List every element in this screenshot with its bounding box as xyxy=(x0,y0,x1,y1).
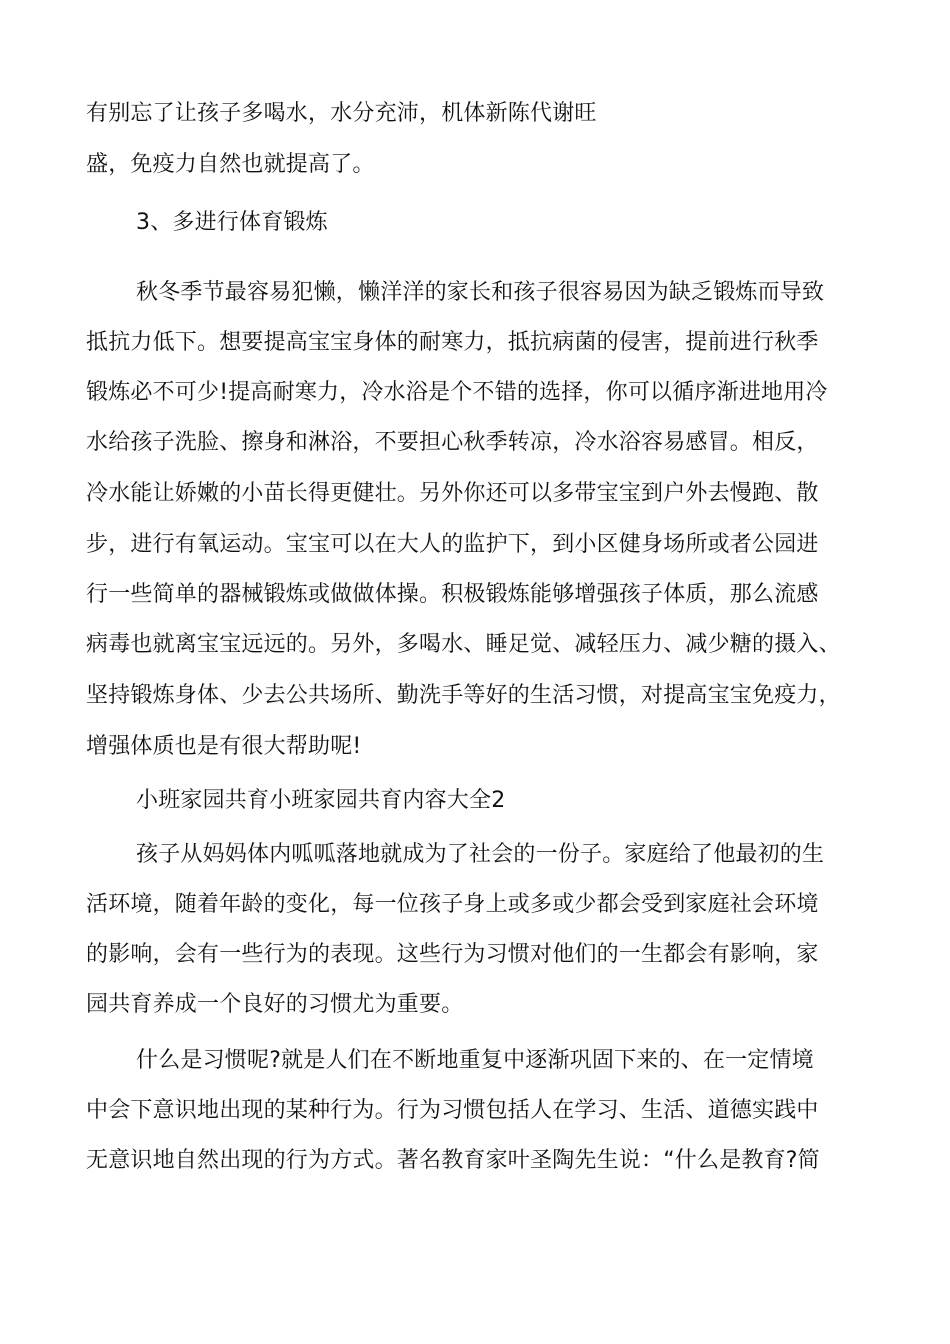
paragraph-line: 中会下意识地出现的某种行为。行为习惯包括人在学习、生活、道德实践中 xyxy=(86,1098,819,1123)
paragraph-line: 秋冬季节最容易犯懒，懒洋洋的家长和孩子很容易因为缺乏锻炼而导致 xyxy=(136,280,825,305)
paragraph-line: 活环境，随着年龄的变化，每一位孩子身上或多或少都会受到家庭社会环境 xyxy=(86,892,819,917)
paragraph-line: 盛，免疫力自然也就提高了。 xyxy=(86,152,375,177)
section-heading: 3、多进行体育锻炼 xyxy=(136,210,328,235)
paragraph-line: 锻炼必不可少!提高耐寒力，冷水浴是个不错的选择，你可以循序渐进地用冷 xyxy=(86,380,828,405)
paragraph-line: 的影响，会有一些行为的表现。这些行为习惯对他们的一生都会有影响，家 xyxy=(86,942,819,967)
paragraph-line: 园共育养成一个良好的习惯尤为重要。 xyxy=(86,992,464,1017)
paragraph-line: 什么是习惯呢?就是人们在不断地重复中逐渐巩固下来的、在一定情境 xyxy=(136,1048,814,1073)
paragraph-line: 有别忘了让孩子多喝水，水分充沛，机体新陈代谢旺 xyxy=(86,101,597,126)
paragraph-line: 水给孩子洗脸、擦身和淋浴，不要担心秋季转凉，冷水浴容易感冒。相反， xyxy=(86,430,819,455)
paragraph-line: 行一些简单的器械锻炼或做做体操。积极锻炼能够增强孩子体质，那么流感 xyxy=(86,582,819,607)
paragraph-line: 无意识地自然出现的行为方式。著名教育家叶圣陶先生说：“什么是教育?简 xyxy=(86,1148,820,1173)
paragraph-line: 步，进行有氧运动。宝宝可以在大人的监护下，到小区健身场所或者公园进 xyxy=(86,532,819,557)
paragraph-line: 病毒也就离宝宝远远的。另外，多喝水、睡足觉、减轻压力、减少糖的摄入、 xyxy=(86,632,841,657)
paragraph-line: 坚持锻炼身体、少去公共场所、勤洗手等好的生活习惯，对提高宝宝免疫力， xyxy=(86,683,841,708)
paragraph-line: 抵抗力低下。想要提高宝宝身体的耐寒力，抵抗病菌的侵害，提前进行秋季 xyxy=(86,330,819,355)
section-title: 小班家园共育小班家园共育内容大全2 xyxy=(136,788,506,813)
paragraph-line: 增强体质也是有很大帮助呢! xyxy=(86,734,362,759)
paragraph-line: 冷水能让娇嫩的小苗长得更健壮。另外你还可以多带宝宝到户外去慢跑、散 xyxy=(86,481,819,506)
paragraph-line: 孩子从妈妈体内呱呱落地就成为了社会的一份子。家庭给了他最初的生 xyxy=(136,842,825,867)
